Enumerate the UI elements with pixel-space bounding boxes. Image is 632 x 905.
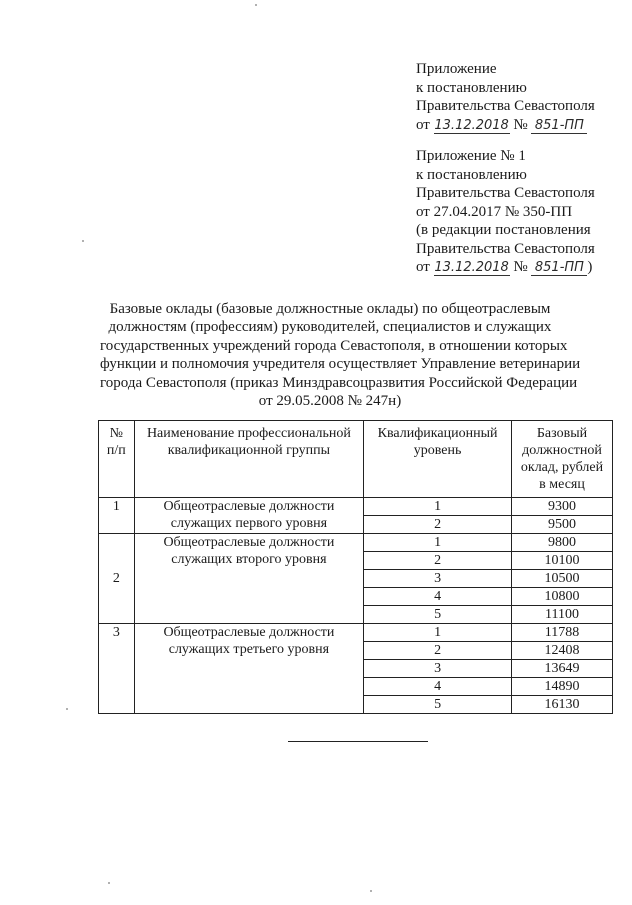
table-row <box>99 534 613 552</box>
qualification-level: 3 <box>364 570 512 588</box>
scan-speck <box>108 882 110 884</box>
heading-line: города Севастополя (приказ Минздравсоцразвития Российской Федерации <box>100 374 578 391</box>
base-salary: 16130 <box>512 696 613 714</box>
group-name: Общеотраслевые должности служащих первого уровня <box>134 498 363 534</box>
heading-line: Базовые оклады (базовые должностные оклады) по общеотраслевым <box>109 301 551 317</box>
qualification-level: 4 <box>364 678 512 696</box>
table-body <box>99 498 613 714</box>
qualification-level: 1 <box>364 498 512 516</box>
closing-paren: ) <box>587 259 593 275</box>
base-salary: 13649 <box>512 660 613 678</box>
handwritten-number: 851-ПП <box>531 260 587 276</box>
table-row <box>99 498 613 516</box>
appendix-date-line <box>416 116 595 135</box>
qualification-level: 1 <box>364 534 512 552</box>
qualification-level: 2 <box>364 516 512 534</box>
appendix-line: Правительства Севастополя <box>416 98 595 114</box>
scan-speck <box>66 708 68 710</box>
appendix-title: Приложение <box>416 61 497 77</box>
group-number: 1 <box>99 498 135 534</box>
scan-speck <box>255 4 257 6</box>
header-group: Наименование профессиональной квалификационной группы <box>134 421 363 498</box>
appendix-line: к постановлению <box>416 79 527 96</box>
base-salary: 10100 <box>512 552 613 570</box>
group-number: 3 <box>99 624 135 714</box>
salary-table <box>98 420 613 714</box>
base-salary: 9300 <box>512 498 613 516</box>
header-num: № п/п <box>99 421 135 498</box>
appendix-date-line <box>416 258 595 277</box>
group-name: Общеотраслевые должности служащих второго уровня <box>134 534 363 624</box>
base-salary: 11100 <box>512 606 613 624</box>
appendix-line: к постановлению <box>416 166 527 183</box>
qualification-level: 5 <box>364 606 512 624</box>
heading-line: от 29.05.2008 № 247н) <box>258 393 402 410</box>
handwritten-date: 13.12.2018 <box>434 117 509 133</box>
heading-line: функции и полномочия учредителя осуществляет Управление ветеринарии <box>100 356 581 373</box>
group-number: 2 <box>99 534 135 624</box>
heading-line: государственных учреждений города Севастополя, в отношении которых <box>100 337 568 354</box>
appendix-line: Правительства Севастополя <box>416 240 595 257</box>
number-label: № <box>513 259 528 275</box>
qualification-level: 4 <box>364 588 512 606</box>
document-heading <box>100 300 581 410</box>
qualification-level: 2 <box>364 552 512 570</box>
base-salary: 10500 <box>512 570 613 588</box>
base-salary: 10800 <box>512 588 613 606</box>
appendix-header-1 <box>416 147 595 277</box>
appendix-header-top <box>416 60 595 134</box>
header-salary: Базовый должностной оклад, рублей в месяц <box>512 421 613 498</box>
base-salary: 14890 <box>512 678 613 696</box>
qualification-level: 3 <box>364 660 512 678</box>
handwritten-date: 13.12.2018 <box>434 260 509 275</box>
footer-divider <box>288 741 428 742</box>
header-level: Квалификационный уровень <box>364 421 512 498</box>
appendix-title: Приложение № 1 <box>416 148 526 164</box>
appendix-line: от 27.04.2017 № 350-ПП <box>416 203 573 220</box>
appendix-line: (в редакции постановления <box>416 222 591 238</box>
heading-line: должностям (профессиям) руководителей, специалистов и служащих <box>108 319 552 336</box>
base-salary: 11788 <box>512 624 613 642</box>
appendix-line: Правительства Севастополя <box>416 185 595 201</box>
handwritten-number: 851-ПП <box>531 118 587 134</box>
qualification-level: 1 <box>364 624 512 642</box>
table-row <box>99 624 613 642</box>
from-label: от <box>416 259 430 275</box>
from-label: от <box>416 116 430 133</box>
base-salary: 12408 <box>512 642 613 660</box>
scan-speck <box>370 890 372 892</box>
group-name: Общеотраслевые должности служащих третьего уровня <box>134 624 363 714</box>
qualification-level: 5 <box>364 696 512 714</box>
base-salary: 9500 <box>512 516 613 534</box>
scan-speck <box>82 240 84 242</box>
number-label: № <box>513 116 528 133</box>
table-header-row <box>99 421 613 498</box>
qualification-level: 2 <box>364 642 512 660</box>
base-salary: 9800 <box>512 534 613 552</box>
